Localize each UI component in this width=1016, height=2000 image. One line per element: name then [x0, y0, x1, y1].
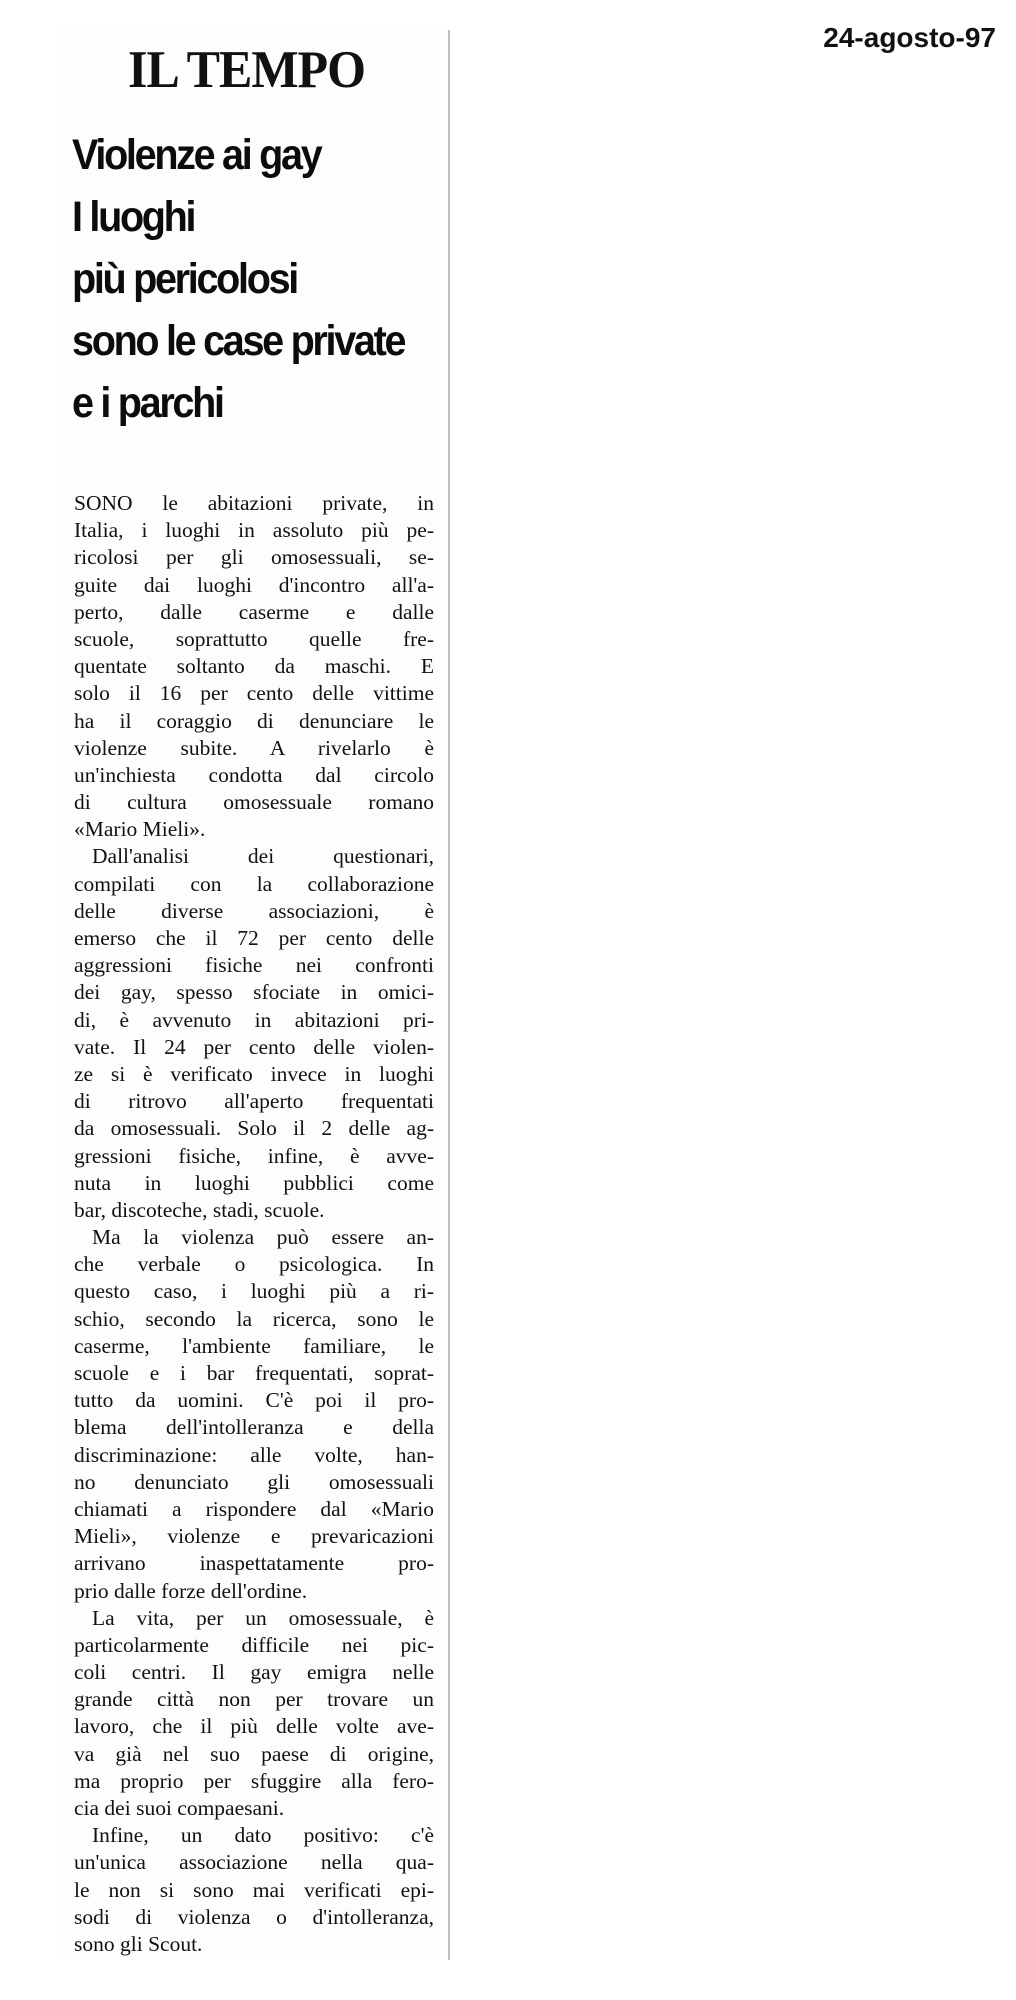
- headline-line: e i parchi: [72, 379, 223, 427]
- body-line: tutto da uomini. C'è poi il pro-: [74, 1388, 434, 1413]
- body-line: vate. Il 24 per cento delle violen-: [74, 1034, 434, 1059]
- body-line: cia dei suoi compaesani.: [74, 1796, 285, 1820]
- body-line: Mieli», violenze e prevaricazioni: [74, 1524, 434, 1549]
- body-line: scuole, soprattutto quelle fre-: [74, 626, 434, 651]
- body-line: delle diverse associazioni, è: [74, 898, 434, 923]
- body-line: da omosessuali. Solo il 2 delle ag-: [74, 1116, 434, 1141]
- body-line: un'inchiesta condotta dal circolo: [74, 762, 434, 787]
- body-line: lavoro, che il più delle volte ave-: [74, 1714, 434, 1739]
- body-line: ze si è verificato invece in luoghi: [74, 1061, 434, 1086]
- body-line: no denunciato gli omosessuali: [74, 1469, 434, 1494]
- body-line: compilati con la collaborazione: [74, 871, 434, 896]
- body-line: Dall'analisi dei questionari,: [92, 844, 434, 869]
- body-line: schio, secondo la ricerca, sono le: [74, 1306, 434, 1331]
- body-line: aggressioni fisiche nei confronti: [74, 953, 434, 978]
- body-line: che verbale o psicologica. In: [74, 1252, 434, 1277]
- body-line: emerso che il 72 per cento delle: [74, 926, 434, 950]
- body-line: Infine, un dato positivo: c'è: [92, 1823, 434, 1848]
- body-line: guite dai luoghi d'incontro all'a-: [74, 572, 434, 597]
- body-line: gressioni fisiche, infine, è avve-: [74, 1143, 434, 1168]
- body-line: solo il 16 per cento delle vittime: [74, 681, 434, 706]
- body-line: ricolosi per gli omosessuali, se-: [74, 545, 434, 570]
- newspaper-masthead: IL TEMPO: [128, 39, 365, 99]
- body-line: coli centri. Il gay emigra nelle: [74, 1660, 434, 1685]
- body-line: nuta in luoghi pubblici come: [74, 1170, 434, 1195]
- body-line: di ritrovo all'aperto frequentati: [74, 1089, 434, 1114]
- headline-line: sono le case private: [72, 317, 405, 365]
- body-line: questo caso, i luoghi più a ri-: [74, 1279, 434, 1304]
- body-line: La vita, per un omosessuale, è: [92, 1605, 434, 1630]
- body-line: «Mario Mieli».: [74, 817, 206, 842]
- body-line: Italia, i luoghi in assoluto più pe-: [74, 518, 434, 543]
- body-line: dei gay, spesso sfociate in omici-: [74, 980, 434, 1005]
- body-line: grande città non per trovare un: [74, 1687, 434, 1712]
- body-line: violenze subite. A rivelarlo è: [74, 735, 434, 760]
- article-headline: [72, 124, 422, 434]
- body-line: prio dalle forze dell'ordine.: [74, 1578, 308, 1603]
- headline-line: I luoghi: [72, 193, 195, 241]
- clipping-date: 24-agosto-97: [823, 22, 996, 53]
- headline-line: Violenze ai gay: [72, 131, 321, 179]
- body-line: SONO le abitazioni private, in: [74, 491, 434, 515]
- body-line: sono gli Scout.: [74, 1931, 203, 1956]
- body-line: ha il coraggio di denunciare le: [74, 708, 434, 733]
- body-line: di, è avvenuto in abitazioni pri-: [74, 1007, 434, 1032]
- body-line: ma proprio per sfuggire alla fero-: [74, 1768, 434, 1793]
- body-line: sodi di violenza o d'intolleranza,: [74, 1904, 434, 1929]
- body-line: scuole e i bar frequentati, soprat-: [74, 1361, 434, 1385]
- body-line: un'unica associazione nella qua-: [74, 1850, 434, 1875]
- body-line: caserme, l'ambiente familiare, le: [74, 1333, 434, 1358]
- body-line: le non si sono mai verificati epi-: [74, 1877, 434, 1902]
- body-line: arrivano inaspettatamente pro-: [74, 1551, 434, 1576]
- body-line: quentate soltanto da maschi. E: [74, 654, 434, 679]
- article-body: [74, 490, 434, 1958]
- body-line: va già nel suo paese di origine,: [74, 1741, 434, 1766]
- body-line: blema dell'intolleranza e della: [74, 1415, 434, 1440]
- body-line: bar, discoteche, stadi, scuole.: [74, 1197, 325, 1222]
- body-line: chiamati a rispondere dal «Mario: [74, 1496, 434, 1521]
- body-line: perto, dalle caserme e dalle: [74, 599, 434, 624]
- body-line: Ma la violenza può essere an-: [92, 1225, 434, 1250]
- body-line: particolarmente difficile nei pic-: [74, 1632, 434, 1657]
- body-line: di cultura omosessuale romano: [74, 790, 434, 815]
- body-line: discriminazione: alle volte, han-: [74, 1442, 434, 1467]
- headline-line: più pericolosi: [72, 255, 297, 303]
